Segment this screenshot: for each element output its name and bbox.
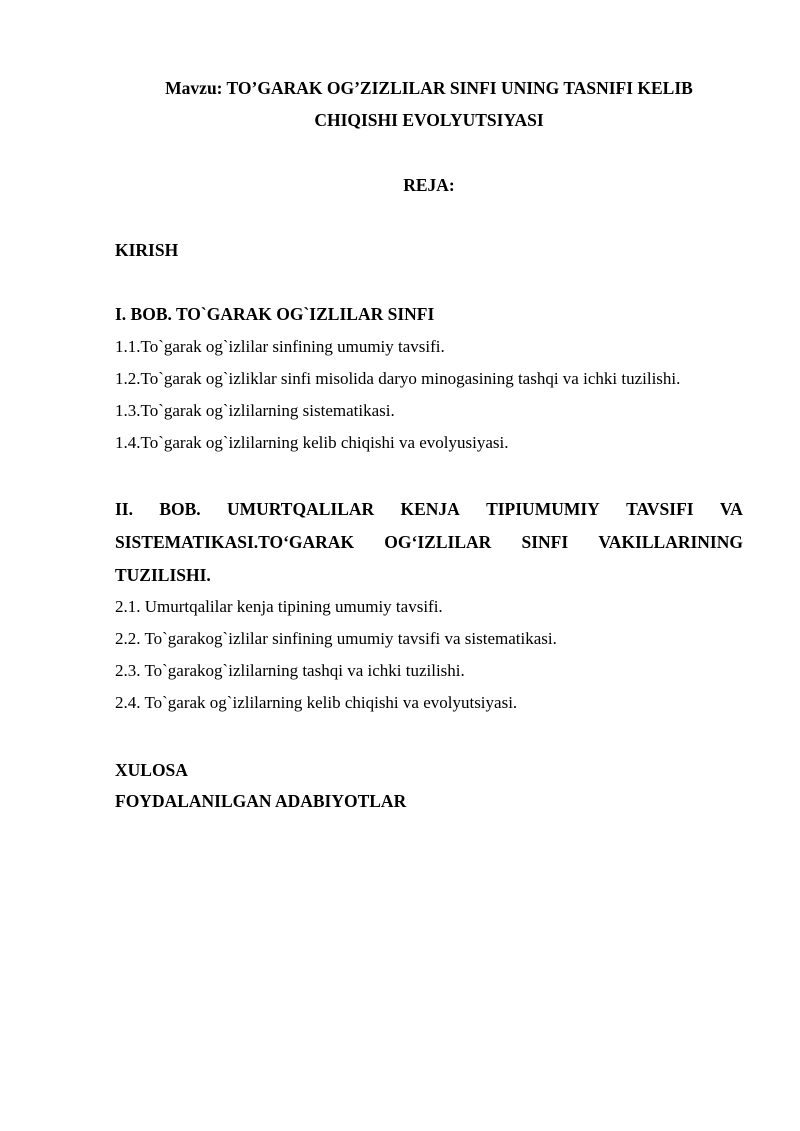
conclusion-heading: XULOSA bbox=[115, 760, 188, 780]
heading-word: SINFI bbox=[521, 532, 569, 552]
heading-word: UMURTQALILAR bbox=[226, 499, 375, 519]
chapter-2-item: 2.1. Umurtqalilar kenja tipining umumiy tavsifi. bbox=[115, 597, 443, 616]
chapter-2-item: 2.3. To`garakog`izlilarning tashqi va ichki tuzilishi. bbox=[115, 661, 465, 680]
chapter-2-heading-line-1 bbox=[115, 494, 743, 524]
introduction-heading: KIRISH bbox=[115, 240, 179, 260]
heading-word: SISTEMATIKASI.TO‘GARAK bbox=[115, 532, 355, 552]
chapter-1-item: 1.2.To`garak og`izliklar sinfi misolida daryo minogasining tashqi va ichki tuzilishi. bbox=[115, 369, 681, 388]
heading-word: BOB. bbox=[159, 499, 201, 519]
chapter-1-heading: I. BOB. TO`GARAK OG`IZLILAR SINFI bbox=[115, 304, 435, 324]
heading-word: TAVSIFI bbox=[626, 499, 694, 519]
heading-word: KENJA bbox=[400, 499, 460, 519]
heading-word: II. bbox=[115, 499, 133, 519]
plan-heading: REJA: bbox=[403, 175, 455, 195]
chapter-2-item: 2.2. To`garakog`izlilar sinfining umumiy tavsifi va sistematikasi. bbox=[115, 629, 557, 648]
chapter-2-item: 2.4. To`garak og`izlilarning kelib chiqishi va evolyutsiyasi. bbox=[115, 693, 518, 712]
heading-word: OG‘IZLILAR bbox=[384, 532, 492, 552]
chapter-1-item: 1.1.To`garak og`izlilar sinfining umumiy tavsifi. bbox=[115, 337, 445, 356]
heading-word: VA bbox=[719, 499, 743, 519]
heading-word: VAKILLARINING bbox=[598, 532, 743, 552]
heading-word: TIPIUMUMIY bbox=[486, 499, 600, 519]
chapter-2-heading-line-2 bbox=[115, 527, 743, 557]
references-heading: FOYDALANILGAN ADABIYOTLAR bbox=[115, 791, 407, 811]
chapter-1-item: 1.4.To`garak og`izlilarning kelib chiqishi va evolyusiyasi. bbox=[115, 433, 509, 452]
document-title-line-1: Mavzu: TO’GARAK OG’ZIZLILAR SINFI UNING TASNIFI KELIB bbox=[165, 78, 693, 98]
chapter-1-item: 1.3.To`garak og`izlilarning sistematikasi. bbox=[115, 401, 395, 420]
document-title-line-2: CHIQISHI EVOLYUTSIYASI bbox=[314, 110, 544, 130]
chapter-2-heading-line-3: TUZILISHI. bbox=[115, 565, 211, 585]
